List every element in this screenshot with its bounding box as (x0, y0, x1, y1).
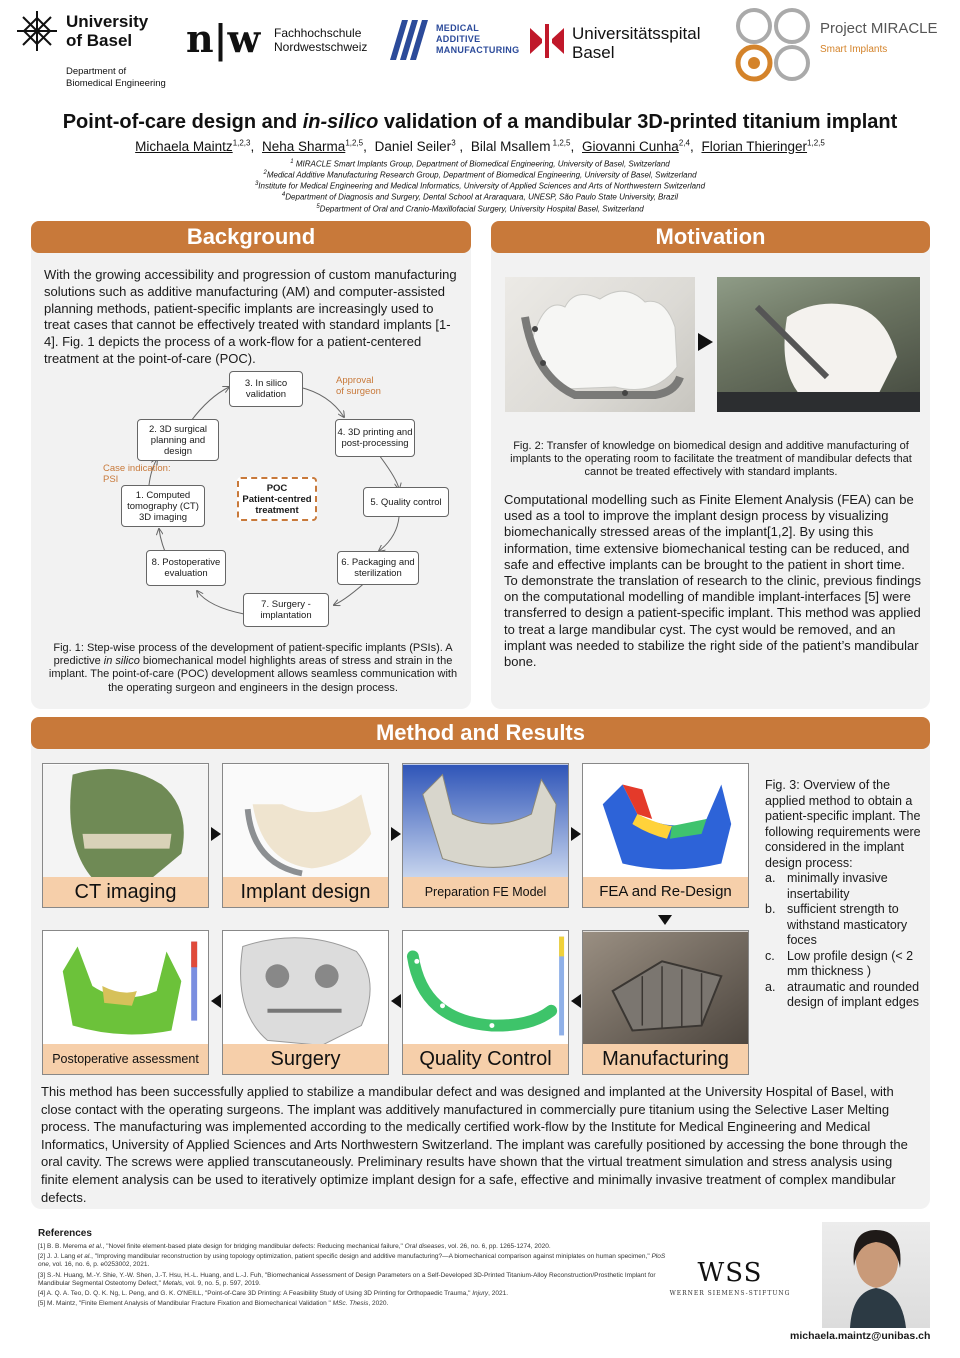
flow-arrow-left-icon (211, 994, 221, 1008)
poster-title (0, 111, 960, 134)
unibas-name: University of Basel (66, 12, 149, 50)
surgery-skull-image (223, 931, 388, 1046)
affiliation: $^2$Medical Additive Manufacturing Research Group, Department of Biomedical Engineering, University of Basel, Switzerland (263, 170, 697, 180)
author: Bilal Msallem $^{1,2,5}$, (470, 138, 575, 154)
workflow-step-planning: 2. 3D surgical planning and design (137, 419, 219, 461)
motivation-arrow-icon (698, 333, 713, 351)
wss-name: WERNER SIEMENS-STIFTUNG (669, 1290, 791, 1297)
affiliation: $^4$Department of Diagnosis and Surgery, Dental School at Araraquara, UNESP, São Paulo State University, Brazil (281, 192, 679, 203)
tile-ct-imaging (42, 763, 209, 908)
contact-email[interactable]: michaela.maintz@unibas.ch (790, 1330, 931, 1342)
implant-print-photo (717, 277, 920, 412)
tile-quality-control (402, 930, 569, 1075)
mandible-model-photo (505, 277, 695, 412)
flow-arrow-left-icon (571, 994, 581, 1008)
method-results-heading: Method and Results (31, 717, 930, 749)
tile-surgery (222, 930, 389, 1075)
universitaetsspital-basel-logo (528, 22, 738, 66)
background-panel (31, 221, 471, 709)
wss-mark: WSS (697, 1258, 763, 1288)
tile-label: Surgery (223, 1044, 388, 1074)
postoperative-image (43, 931, 208, 1046)
figure-3-intro: Fig. 3: Overview of the applied method to obtain a patient-specific implant. The following requirements were considered in the implant design process: (765, 778, 921, 870)
author: Michaela Maintz$^{1,2,3}$, (135, 138, 255, 154)
title-part-italic: in-silico (302, 111, 379, 133)
logo-bar (0, 0, 960, 92)
affiliation: $^3$Institute for Medical Engineering and Medical Informatics, University of Applied Sciences and Arts of Northwestern Switzerland (254, 181, 706, 191)
reference-item: [1] B. B. Merema et al., "Novel finite element-based plate design for bridging mandibular defects: Reducing mechanical failure," Oral diseases, vol. 26, no. 6, pp. 1265-1274, 2020. (38, 1243, 551, 1250)
workflow-step-in-silico: 3. In silico validation (229, 371, 303, 407)
unibas-department: Department of Biomedical Engineering (66, 66, 166, 89)
miracle-subtitle: Smart Implants (820, 44, 888, 55)
reference-item: [3] S.-N. Huang, M.-Y. Shie, Y.-W. Shen, J.-T. Hsu, H.-L. Huang, and L.-J. Fuh, "Biomechanical Assessment of Design Parameters on a Self-Developed 3D-Printed Titanium-Alloy Reconstruction/Prosthetic Implant for Mandibular Segmental Osteotomy Defect," Metals, vol. 9, no. 5, p. 597, 2019. (38, 1271, 656, 1287)
motivation-paragraph-1: Computational modelling such as Finite Element Analysis (FEA) can be used as a tool to improve the implant design process by visualizing biomechanically stressed areas of the implant[1,2]. By using this information, time extensive biomechanical testing can be reduced, and safe and effective implants can be brought to the patient in short time. (504, 492, 914, 572)
tile-label: Postoperative assessment (43, 1044, 208, 1074)
reference-item: [2] J. J. Lang et al., "Improving mandibular reconstruction by using topology optimization, patient specific design and additive manufacturing?—A biomechanical comparison against miniplates on human specimen," PloS one, vol. 16, no. 6, p. e0253002, 2021. (38, 1253, 666, 1269)
figure-1-caption: Fig. 1: Step-wise process of the development of patient-specific implants (PSIs). A predictive in silico biomechanical model highlights areas of stress and strain in the implant. The point-of-care (POC) development allows seamless communication with the operating surgeon and engineers in the design process. (48, 642, 458, 694)
tile-label: CT imaging (43, 877, 208, 907)
tile-label: FEA and Re-Design (583, 877, 748, 907)
ct-skull-image (43, 764, 208, 879)
fea-heatmap-image (583, 764, 748, 879)
workflow-step-packaging: 6. Packaging and sterilization (337, 551, 419, 585)
workflow-center-poc: POC Patient-centred treatment (237, 477, 317, 521)
flow-arrow-icon (391, 827, 401, 841)
requirements-list (765, 871, 925, 1011)
background-heading: Background (31, 221, 471, 253)
tile-preparation-fe-model (402, 763, 569, 908)
background-text: With the growing accessibility and progression of custom manufacturing solutions such as additive manufacturing (AM) and computer-assisted planning methods, patient-specific implants are increasingly used to treat cases that cannot be effectively treated with standard implants [1-4]. Fig. 1 depicts the process of a work-flow for a patient-centered treatment at the point-of-care (POC). (44, 267, 457, 366)
manufacturing-image (583, 931, 748, 1046)
author: Daniel Seiler$^3$ , (374, 138, 464, 154)
unibas-star-icon (14, 8, 60, 54)
medical-additive-manufacturing-logo (388, 20, 520, 66)
workflow-step-surgery: 7. Surgery - implantation (243, 593, 329, 627)
tile-label: Quality Control (403, 1044, 568, 1074)
workflow-step-3d-printing: 4. 3D printing and post-processing (335, 419, 415, 457)
author: Neha Sharma$^{1,2,5}$, (262, 138, 367, 154)
affiliation: $^5$Department of Oral and Cranio-Maxillofacial Surgery, University Hospital Basel, Switzerland (316, 203, 644, 214)
tile-label: Manufacturing (583, 1044, 748, 1074)
reference-item: [5] M. Maintz, "Finite Element Analysis of Mandibular Fracture Fixation and Biomechanical Validation " MSc. Thesis, 2020. (38, 1300, 389, 1308)
mam-name: MEDICAL ADDITIVE MANUFACTURING (436, 23, 520, 55)
author: Florian Thieringer$^{1,2,5}$ (701, 138, 825, 154)
reference-item: [4] A. Q. A. Teo, D. Q. K. Ng, L. Peng, and G. K. O'NEILL, "Point-of-Care 3D Printing: A Feasibility Study of Using 3D Printing for Orthopaedic Trauma," Injury, 2021. (38, 1290, 509, 1298)
fhnw-mark: n|w (186, 16, 261, 61)
workflow-step-quality-control: 5. Quality control (363, 487, 449, 517)
mam-stripes-icon (388, 20, 432, 60)
implant-design-image (223, 764, 388, 879)
tile-label: Preparation FE Model (403, 877, 568, 907)
requirement-item: c. Low profile design (< 2 mm thickness ) (765, 948, 914, 978)
project-miracle-logo (734, 6, 954, 86)
flow-arrow-icon (211, 827, 221, 841)
workflow-label-approval: Approval of surgeon (336, 375, 381, 397)
tile-manufacturing (582, 930, 749, 1075)
motivation-paragraph-2: To demonstrate the translation of research to the clinic, previous findings on the computational modelling of mandible implant-interfaces [5] were transferred to design a patient-specific implant. This method was applied to treat a large mandibular cyst. The cyst would be removed, and an implant was needed to stabilize the right side of the patient’s mandibular bone. (504, 573, 921, 670)
tile-label: Implant design (223, 877, 388, 907)
motivation-text (504, 492, 922, 670)
references (38, 1228, 678, 1310)
method-results-panel (31, 717, 930, 1209)
flow-arrow-left-icon (391, 994, 401, 1008)
fhnw-name: Fachhochschule Nordwestschweiz (274, 26, 368, 54)
usb-cross-icon (528, 24, 566, 58)
flow-arrow-down-icon (658, 915, 672, 925)
quality-control-image (403, 931, 568, 1046)
fe-model-image (403, 764, 568, 879)
requirement-item: b. sufficient strength to withstand masticatory foces (765, 902, 908, 947)
miracle-gears-icon (734, 6, 814, 84)
author-list (0, 138, 960, 154)
author: Giovanni Cunha$^{2,4}$, (582, 138, 694, 154)
workflow-label-case: Case indication: PSI (103, 463, 171, 485)
title-part-1: Point-of-care design and (62, 111, 303, 133)
fhnw-logo (186, 18, 386, 68)
university-of-basel-logo (14, 8, 194, 88)
miracle-name: Project MIRACLE (820, 20, 938, 37)
flow-arrow-icon (571, 827, 581, 841)
affiliation: $^1$ MIRACLE Smart Implants Group, Department of Biomedical Engineering, University of Basel, Switzerland (290, 159, 670, 169)
requirement-item: a. atraumatic and rounded design of implant edges (765, 979, 920, 1009)
motivation-panel (491, 221, 930, 709)
title-part-2: validation of a mandibular 3D-printed titanium implant (378, 111, 898, 133)
werner-siemens-stiftung-logo (668, 1258, 792, 1297)
references-heading: References (38, 1228, 92, 1239)
workflow-step-ct-imaging: 1. Computed tomography (CT) 3D imaging (121, 485, 205, 527)
method-results-text: This method has been successfully applied to stabilize a mandibular defect and was designed and implanted at the University Hospital of Basel, with close contact with the operating surgeons. The implant was additively manufactured in commercially pure titanium using the Selective Laser Melting process. The manufacturing was implemented according to the medically certified work-flow by the Institute for Medical Engineering and Medical Informatics, University of Applied Sciences and Arts Northwestern Switzerland. The implant was carefully positioned by accessing the bone through the oral cavity. The screws were applied transcutaneously. Preliminary results have shown that the virtual treatment simulation and stress analysis using finite element analysis can be used to iteratively optimize implant design for a safe, effective and minimally invasive treatment of complex mandibular defects. (41, 1084, 908, 1205)
figure-2-caption: Fig. 2: Transfer of knowledge on biomedical design and additive manufacturing of implants to the operating room to facilitate the treatment of mandibular defects that cannot be treated effectively with standard implants. (510, 440, 912, 479)
motivation-heading: Motivation (491, 221, 930, 253)
tile-postoperative-assessment (42, 930, 209, 1075)
tile-fea-redesign (582, 763, 749, 908)
workflow-step-postoperative: 8. Postoperative evaluation (146, 550, 226, 586)
affiliations (0, 158, 960, 214)
figure-3-caption (765, 778, 925, 1011)
tile-implant-design (222, 763, 389, 908)
workflow-diagram (79, 369, 442, 639)
requirement-item: a. minimally invasive insertability (765, 871, 888, 901)
usb-name: Universitätsspital Basel (572, 24, 701, 62)
author-portrait-photo (822, 1222, 930, 1328)
